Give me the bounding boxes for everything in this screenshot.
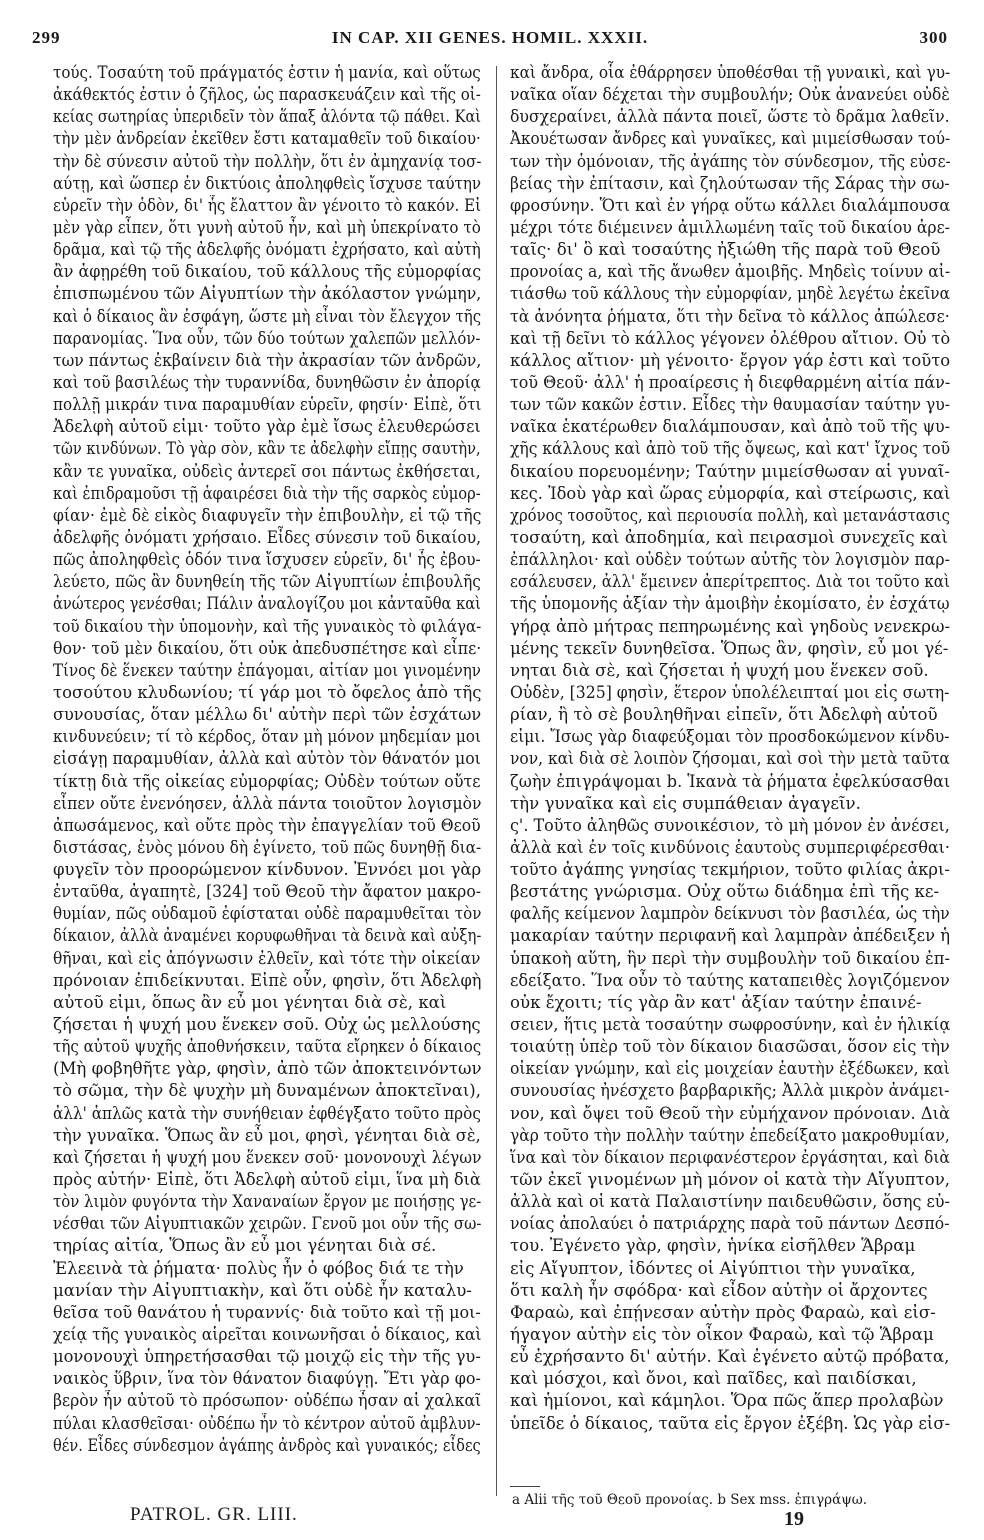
text-line: θῆναι, καὶ εἰς ἀπόγνωσιν ἐλθεῖν, καὶ τότε τὴν οἰκείαν [53, 948, 481, 968]
text-line: τῆς αὐτοῦ ψυχῆς ἀποθνήσκειν, ταῦτα εἴρηκεν ὁ δίκαιος [53, 1037, 482, 1057]
text-line: ἐνταῦθα, ἀγαπητὲ, [324] τοῦ Θεοῦ τὴν ἄφατον μακρο- [53, 882, 481, 902]
text-line: χείᾳ τῆς γυναικὸς αἱρεῖται κοινωνῆσαι ὁ δίκαιος, καὶ [53, 1325, 482, 1345]
running-title: IN CAP. XII GENES. HOMIL. XXXII. [331, 28, 649, 47]
text-line: ναῖκα ἑκατέρωθεν διαλάμπουσαν, καὶ ἀπὸ τοῦ τῆς ψυ- [510, 417, 950, 437]
text-line: εἰμι. Ἴσως γὰρ διαφεύξομαι τὸν προσδοκώμενον κίνδυ- [510, 727, 950, 747]
text-line: ἀλλ' ἁπλῶς κατὰ τὴν συνήθειαν ἐφθέγξατο τοῦτο πρὸς [53, 1103, 481, 1123]
footnote: a Alii τῆς τοῦ Θεοῦ προνοίας. b Sex mss. ἐπιγράψω. [512, 1492, 868, 1508]
text-line: τηρίας αἰτία, Ὅπως ἂν εὖ μοι γένηται διὰ σέ. [53, 1236, 437, 1256]
text-line: ταῖς· δι' ὃ καὶ τοσαύτης ἠξιώθη τῆς παρὰ τοῦ Θεοῦ [510, 240, 941, 260]
text-line: εδείξατο. Ἵνα οὖν τὸ ταύτης καταπειθὲς λογιζόμενον [510, 970, 950, 990]
text-line: βεστάτης γνώρισμα. Οὐχ οὕτω διάδημα ἐπὶ τῆς κε- [510, 882, 940, 902]
text-line: νον, καὶ ὄψει τοῦ Θεοῦ τὴν εὐμήχανον πρόνοιαν. Διὰ [510, 1103, 950, 1123]
text-line: ἀπωσάμενος, καὶ οὔτε πρὸς τὴν ἐπαγγελίαν τοῦ Θεοῦ [53, 815, 481, 835]
right-column [510, 62, 950, 1435]
text-line: Οὐδὲν, [325] φησὶν, ἕτερον ὑπολέλειπταί μοι εἰς σωτη- [510, 682, 950, 702]
text-line: μανίαν τὴν Αἰγυπτιακὴν, καὶ ὅτι οὐδὲ ἦν καταλυ- [53, 1280, 472, 1300]
text-line: σειεν, ἥτις μετὰ τοσαύτην σωφροσύνην, καὶ ἐν ἡλικίᾳ [510, 1015, 951, 1035]
text-line: χρόνος τοσοῦτος, καὶ περιουσία πολλὴ, καὶ μετανάστασις [510, 505, 950, 525]
text-line: εσάλευσεν, ἀλλ' ἔμεινεν ἀπερίτρεπτος. Διὰ τοι τοῦτο καὶ [510, 572, 950, 592]
text-line: ρίαν, ἢ τὸ σὲ βουληθῆναι εἰπεῖν, ὅτι Ἀδελφὴ αὐτοῦ [510, 705, 938, 725]
text-line: πύλαι κλασθεῖσαι· οὐδέπω ἦν τὸ κέντρον αὐτοῦ ἀμβλυν- [53, 1413, 481, 1433]
text-line: τὸν λιμὸν φυγόντα τὴν Χαναναίων ἔργον με ποιήσῃς γε- [53, 1192, 482, 1212]
text-line: δίκαιον, ἀλλὰ ἀναμένει κορυφωθῆναι τὰ δεινὰ καὶ αὐξη- [53, 926, 482, 946]
text-line: των πάντως ἐκβαίνειν διὰ τὴν ἀκρασίαν τῶν ἀνδρῶν, [53, 350, 482, 370]
text-line: ήγαγον αὐτὴν εἰς τὸν οἶκον Φαραὼ, καὶ τῷ Ἅβραμ [510, 1325, 934, 1345]
text-line: εὑρεῖν τὴν ὁδὸν, δι' ἧς ἔλαττον ἂν γένοιτο τὸ κακόν. Εἰ [53, 195, 482, 215]
text-line: τῶν ἐκεῖ γινομένων μὴ μόνον οἱ κατὰ τὴν Αἴγυπτον, [510, 1170, 951, 1190]
text-line: καὶ ἡμίονοι, καὶ κάμηλοι. Ὅρα πῶς ἅπερ προλαβὼν [510, 1391, 944, 1411]
text-line: συνουσίας, ὅταν μέλλω δι' αὐτὴν περὶ τῶν ἐσχάτων [53, 705, 482, 725]
text-line: νέσθαι τῶν Αἰγυπτιακῶν χειρῶν. Γενοῦ μοι οὖν τῆς σω- [53, 1214, 482, 1234]
text-line: τίκτῃ διὰ τῆς οἰκείας εὐμορφίας; Οὐδὲν τούτων οὔτε [53, 771, 481, 791]
text-line: φίαν· ἐμὲ δὲ εἰκὸς διαφυγεῖν τὴν ἐπιβουλὴν, εἰ τῷ τῆς [53, 505, 482, 525]
text-line: βερὸν ἦν αὐτοῦ τὸ πρόσωπον· οὐδέπω ἦσαν αἱ χαλκαῖ [53, 1391, 482, 1411]
text-line: θεῖσα τοῦ θανάτου ἡ τυραννίς· διὰ τοῦτο καὶ τῇ μοι- [53, 1302, 481, 1322]
text-line: τοῦ Θεοῦ· ἀλλ' ἡ προαίρεσις ἡ διεφθαρμένη αἰτία πάν- [510, 372, 951, 392]
text-line: του. Ἐγένετο γὰρ, φησὶν, ἡνίκα εἰσῆλθεν Ἅβραμ [510, 1236, 916, 1256]
text-line: Ἀκουέτωσαν ἄνδρες καὶ γυναῖκες, καὶ μιμείσθωσαν τού- [510, 129, 951, 149]
text-line: Ἀδελφὴ αὐτοῦ εἰμι· τοῦτο γὰρ ἐμὲ ἴσως ἐλευθερώσει [53, 417, 481, 437]
text-line: ἂν ἀφῃρέθη τοῦ δικαίου, τοῦ κάλλους τῆς εὐμορφίας [53, 262, 482, 282]
text-line: ὅτι καλὴ ἦν σφόδρα· καὶ εἶδον αὐτὴν οἱ ἄρχοντες [510, 1280, 928, 1300]
text-line: νον, καὶ διὰ σὲ λοιπὸν ζήσομαι, καὶ σοὶ τὴν μετὰ ταῦτα [510, 749, 950, 769]
text-line: τῆς ὑπομονῆς ἀξίαν τὴν ἀμοιβὴν ἐκομίσατο, ἐν ἐσχάτῳ [510, 594, 950, 614]
text-line: καὶ ὁ δίκαιος ἂν ἐσφάγη, ὥστε μὴ εἶναι τὸν ἔλεγχον τῆς [53, 306, 482, 326]
text-line: μονονουχὶ ὑπηρετήσασθαι τῷ μοιχῷ εἰς τὴν τῆς γυ- [53, 1347, 481, 1367]
text-line: τοσαύτη, καὶ ἀποδημία, καὶ πειρασμοὶ συνεχεῖς καὶ [510, 527, 949, 547]
text-line: ζήσεται ἡ ψυχή μου ἕνεκεν σοῦ. Οὐχ ὡς μελλούσης [53, 1015, 481, 1035]
text-line: ζωὴν ἐπιγράψομαι b. Ἱκανὰ τὰ ῥήματα ἐφελκύσασθαι [510, 771, 951, 791]
text-line: τὸ σῶμα, τὴν δὲ ψυχὴν μὴ δυναμένων ἀποκτεῖναι), [53, 1081, 481, 1101]
text-line: φροσύνην. Ὅτι καὶ ἐν γήρᾳ οὕτω κάλλει διαλάμπουσα [510, 195, 951, 215]
text-line: ἀνώτερος γενέσθαι; Πάλιν ἀναλογίζου μοι κἀνταῦθα καὶ [53, 594, 481, 614]
text-line: οὐκ ἔχοιτι; τίς γὰρ ἂν κατ' ἀξίαν ταύτην ἐπαινέ- [510, 992, 922, 1012]
text-line: τοιαύτῃ ὑπὲρ τοῦ τὸν δίκαιον διασῶσαι, ὅσον εἰς τὴν [510, 1037, 950, 1057]
footnote-rule [510, 1486, 540, 1487]
text-line: γήρᾳ ἀπὸ μήτρας πεπηρωμένης καὶ γηδοὺς νενεκρω- [510, 616, 951, 636]
signature-mark: PATROL. GR. LIII. [130, 1504, 298, 1525]
text-line: οἰκείαν γνώμην, καὶ εἰς μοιχείαν ἑαυτὴν ἐξέδωκεν, καὶ [510, 1059, 950, 1079]
text-line: θον· τοῦ μὲν δικαίου, ὅτι οὐκ ἀπεδυσπέτησε καὶ εἶπε· [53, 638, 482, 658]
text-line: τούς. Τοσαύτη τοῦ πράγματός ἐστιν ἡ μανία, καὶ οὕτως [53, 63, 481, 82]
text-line: ἀλλὰ καὶ ἐν τοῖς κινδύνοις ἑαυτοὺς συμπεριφέρεσθαι· [510, 837, 950, 857]
signature-number: 19 [784, 1508, 804, 1530]
text-line: παρανομίας. Ἵνα οὖν, τῶν δύο τούτων χαλεπῶν μελλόν- [53, 328, 481, 348]
text-line: τιάσθω τοῦ κάλλους τὴν εὐμορφίαν, μηδὲ λεγέτω ἐκεῖνα [510, 284, 950, 304]
text-line: νοίας ἀπολαύει ὁ πατριάρχης παρὰ τοῦ πάντων Δεσπό- [510, 1214, 950, 1234]
text-line: αὐτοῦ εἰμι, ὅπως ἂν εὖ μοι γένηται διὰ σὲ, καὶ [53, 992, 447, 1012]
text-line: προνοίας a, καὶ τῆς ἄνωθεν ἀμοιβῆς. Μηδεὶς τοίνυν αἰ- [510, 262, 951, 282]
page-number-left: 299 [32, 28, 61, 47]
column-divider [496, 66, 497, 1496]
text-line: πρόνοιαν ἐπιδείκνυται. Εἰπὲ οὖν, φησὶν, ὅτι Ἀδελφὴ [53, 970, 482, 990]
text-line: ς'. Τοῦτο ἀληθῶς συνοικέσιον, τὸ μὴ μόνον ἐν ἀνέσει, [510, 815, 950, 835]
text-line: τοῦ δικαίου τὴν ὑπομονὴν, καὶ τῆς γυναικὸς τὸ φιλάγα- [53, 616, 482, 636]
text-line: εἶπεν οὔτε ἐνενόησεν, ἀλλὰ πάντα τοιοῦτον λογισμὸν [53, 793, 482, 813]
text-line: εὖ ἐχρήσαντο δι' αὐτήν. Καὶ ἐγένετο αὐτῷ πρόβατα, [510, 1347, 950, 1367]
text-line: κινδυνεύειν; τί τὸ κέρδος, ὅταν μὴ μόνον μηδεμίαν μοι [53, 727, 482, 747]
text-line: κείας σωτηρίας ὑπεριδεῖν τὸν ἅπαξ ἁλόντα τῷ πάθει. Καὶ [53, 107, 482, 127]
text-line: τὴν δὲ σύνεσιν αὐτοῦ τὴν πολλὴν, ὅτι ἐν ἀμηχανίᾳ τοσ- [53, 151, 482, 171]
text-line: τὰ ἀνόνητα ῥήματα, ὅτι τὴν δεῖνα τὸ κάλλος ἀπώλεσε· [510, 306, 950, 326]
text-line: εἰσάγῃ παραμυθίαν, ἀλλὰ καὶ αὐτὸν τὸν θάνατόν μοι [53, 749, 481, 769]
text-line: βείας τὴν ἐπίτασιν, καὶ ζηλούτωσαν τῆς Σάρας τὴν σω- [510, 173, 950, 193]
page-header [32, 28, 948, 54]
text-line: τὴν γυναῖκα καὶ εἰς συμπάθειαν ἀγαγεῖν. [510, 793, 861, 813]
text-line: νηται διὰ σὲ, καὶ ζήσεται ἡ ψυχή μου ἕνεκεν σοῦ. [510, 660, 929, 680]
text-line: ἀδελφῆς ὀνόματι χρήσαιο. Εἶδες σύνεσιν τοῦ δικαίου, [53, 527, 482, 547]
text-line: τοσούτου κλυδωνίου; τί γάρ μοι τὸ ὄφελος ἀπὸ τῆς [53, 682, 482, 702]
text-line: ναῖκα οἵαν δέχεται τὴν συμβουλήν; Οὐκ ἀνανεύει οὐδὲ [510, 85, 950, 105]
left-column [53, 62, 481, 1457]
text-line: πρὸς αὐτήν· Εἰπὲ, ὅτι Ἀδελφὴ αὐτοῦ εἰμι, ἵνα μὴ διὰ [53, 1170, 481, 1190]
text-line: μένης τεκεῖν δυνηθεῖσα. Ὅπως ἂν, φησὶν, εὖ μοι γέ- [510, 638, 949, 658]
text-line: καὶ ἄνδρα, οἷα ἐθάρρησεν ὑποθέσθαι τῇ γυναικὶ, καὶ γυ- [510, 63, 951, 82]
text-line: ἀλλὰ καὶ οἱ κατὰ Παλαιστίνην παιδευθῶσιν, ὅσης εὐ- [510, 1192, 950, 1212]
text-line: ναικὸς ὕβριν, ἵνα τὸν θάνατον διαφύγῃ. Ἔτι γὰρ φο- [53, 1369, 481, 1389]
text-line: φυγεῖν τὸν προορώμενον κίνδυνον. Ἐννόει μοι γὰρ [53, 860, 482, 880]
text-line: καὶ ζήσεται ἡ ψυχή μου ἕνεκεν σοῦ· μονονουχὶ λέγων [53, 1147, 482, 1167]
text-line: καὶ μόσχοι, καὶ ὄνοι, καὶ παῖδες, καὶ παιδίσκαι, [510, 1369, 917, 1389]
text-line: κες. Ἰδοὺ γὰρ καὶ ὥρας εὐμορφία, καὶ στείρωσις, καὶ [510, 483, 951, 503]
text-line: καὶ ἐπιδραμοῦσι τῇ ἁφαιρέσει διὰ τὴν τῆς σαρκὸς εὐμορ- [53, 483, 481, 503]
text-line: ὑπακοὴ αὕτη, ἣν περὶ τὴν συμβουλὴν τοῦ δικαίου ἐπ- [510, 948, 950, 968]
text-line: θέν. Εἶδες σύνδεσμον ἀγάπης ἀνδρὸς καὶ γυναικός; εἶδες [53, 1435, 481, 1455]
text-line: των τὴν ὁμόνοιαν, τῆς ἀγάπης τὸν σύνδεσμον, τῆς εὐσε- [510, 151, 951, 171]
text-line: τὴν γυναῖκα. Ὅπως ἂν εὖ μοι, φησὶ, γένηται διὰ σὲ, [53, 1125, 481, 1145]
text-line: πῶς ἀποληφθεὶς ὁδόν τινα ἴσχυσεν εὑρεῖν, δι' ἧς ἐβου- [53, 550, 481, 570]
text-line: ἐπάλληλοι· καὶ οὐδὲν τούτων αὐτῆς τὸν λογισμὸν παρ- [510, 550, 950, 570]
text-line: μέχρι τότε διέμεινεν ἀμιλλωμένη ταῖς τοῦ δικαίου ἀρε- [510, 217, 950, 237]
text-line: δρᾶμα, καὶ τῷ τῆς ἀδελφῆς ὀνόματι ἐχρήσατο, καὶ αὐτὴ [53, 240, 481, 260]
text-line: τὴν μὲν ἀνδρείαν ἐκεῖθεν ἔστι καταμαθεῖν τοῦ δικαίου· [53, 129, 481, 149]
text-line: θυμίαν, πῶς οὐδαμοῦ ἐφίσταται οὐδὲ παραμυθεῖται τὸν [53, 904, 482, 924]
text-line: δικαίου πορευομένην; Ταύτην μιμείσθωσαν αἱ γυναῖ- [510, 461, 950, 481]
text-line: Φαραὼ, καὶ ἐπῄνεσαν αὐτὴν πρὸς Φαραὼ, καὶ εἰσ- [510, 1302, 936, 1322]
text-line: μακαρίαν ταύτην περιφανῆ καὶ λαμπρὰν ἀπέδειξεν ἡ [510, 926, 951, 946]
text-line: καὶ τοῦ βασιλέως τὴν τυραννίδα, δυνηθῶσιν ἐν ἀπορίᾳ [53, 372, 481, 392]
text-line: πολλῇ μικράν τινα παραμυθίαν εὑρεῖν, φησίν· Εἰπὲ, ὅτι [53, 395, 482, 415]
text-line: δυσχεραίνει, ἀλλὰ πάντα ποιεῖ, ὥστε τὸ δρᾶμα λαθεῖν. [510, 107, 950, 127]
text-line: κάλλος αἴτιον· μὴ γένοιτο· ἔργον γάρ ἐστι καὶ τοῦτο [510, 350, 951, 370]
text-line: Ἐλεεινὰ τὰ ῥήματα· πολὺς ἦν ὁ φόβος διά τε τὴν [53, 1258, 464, 1278]
text-line: λεύετο, πῶς ἂν δυνηθείη τῆς τῶν Αἰγυπτίων ἐπιβουλῆς [53, 572, 481, 592]
text-line: καὶ τῇ δεῖνι τὸ κάλλος γέγονεν ὀλέθρου αἴτιον. Οὐ τὸ [510, 328, 951, 348]
text-line: διστάσας, ἑνὸς μόνου δὴ ἐγίνετο, τοῦ πῶς δυνηθῇ δια- [53, 837, 482, 857]
page-number-right: 300 [919, 28, 948, 47]
text-line: χῆς κάλλους καὶ ἀπὸ τοῦ τῆς ὄψεως, καὶ κατ' ἴχνος τοῦ [510, 439, 951, 459]
text-line: γὰρ τοῦτο τὴν πολλὴν ταύτην ἐπεδείξατο μακροθυμίαν, [510, 1125, 950, 1145]
text-line: (Μὴ φοβηθῆτε γὰρ, φησὶν, ἀπὸ τῶν ἀποκτεινόντων [53, 1059, 482, 1079]
text-line: Τίνος δὲ ἕνεκεν ταύτην ἐπάγομαι, αἰτίαν μοι γινομένην [53, 660, 481, 680]
text-line: συνουσίας ἠνέσχετο βαρβαρικῆς; Ἀλλὰ μικρὸν ἀνάμει- [510, 1081, 950, 1101]
text-line: εἰς Αἴγυπτον, ἰδόντες οἱ Αἰγύπτιοι τὴν γυναῖκα, [510, 1258, 916, 1278]
text-line: ἵνα καὶ τὸν δίκαιον περιφανέστερον ἐργάσηται, καὶ διὰ [510, 1147, 950, 1167]
text-line: των τῶν κακῶν ἐστιν. Εἶδες τὴν θαυμασίαν ταύτην γυ- [510, 395, 950, 415]
text-line: φαλῆς κείμενον λαμπρὸν δείκνυσι τὸν βασιλέα, ὡς τὴν [510, 904, 950, 924]
text-line: ἀκάθεκτός ἐστιν ὁ ζῆλος, ὡς παρασκευάζειν καὶ τῆς οἰ- [53, 85, 481, 105]
text-line: αύτῃ, καὶ ὥσπερ ἐν δικτύοις ἀποληφθεὶς ἴσχυσε ταύτην [53, 173, 482, 193]
text-line: ἐπισπωμένου τῶν Αἰγυπτίων τὴν ἀκόλαστον γνώμην, [53, 284, 482, 304]
text-line: ὑπεῖδε ὁ δίκαιος, ταῦτα εἰς ἔργον ἐξέβη. Ὡς γὰρ εἰσ- [510, 1413, 951, 1433]
text-line: τῶν κινδύνων. Τὸ γὰρ σὸν, κἂν τε ἀδελφὴν εἴπῃς σαυτὴν, [53, 439, 481, 459]
text-line: κἂν τε γυναῖκα, οὐδεὶς ἀντερεῖ σοι πάντως ἐκθήσεται, [53, 461, 481, 481]
text-line: τοῦτο ἀγάπης γνησίας τεκμήριον, τοῦτο φιλίας ἀκρι- [510, 860, 950, 880]
text-line: μὲν γὰρ εἶπεν, ὅτι γυνὴ αὐτοῦ ἦν, καὶ μὴ ὑπεκρίνατο τὸ [53, 217, 481, 237]
